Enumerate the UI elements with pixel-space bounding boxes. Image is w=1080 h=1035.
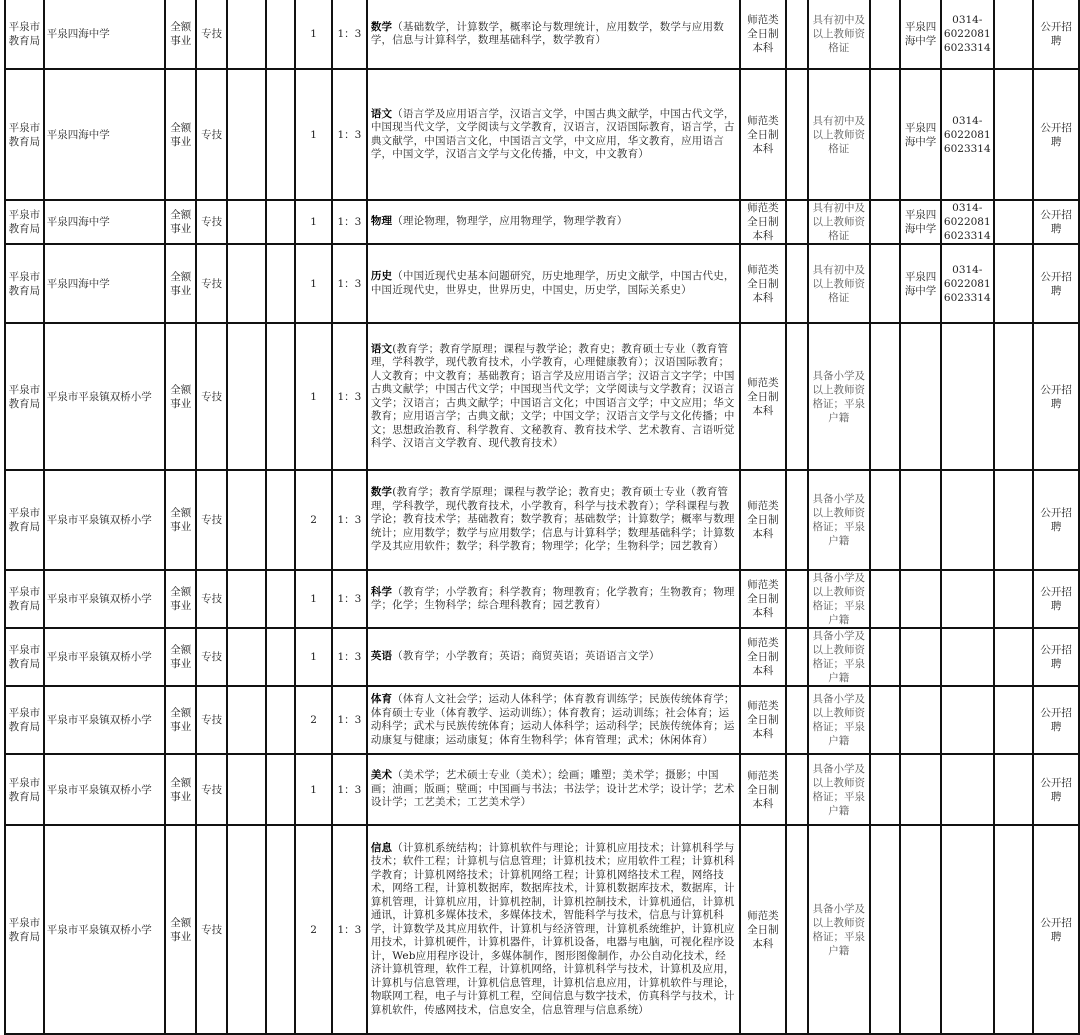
empty-cell (266, 628, 296, 686)
major-cell (367, 69, 740, 200)
empty-cell (994, 323, 1034, 470)
empty-cell (266, 825, 296, 1034)
post-category-cell: 专技 (196, 628, 227, 686)
requirement-cell: 具备小学及以上教师资格证；平泉户籍 (808, 754, 870, 825)
table-row (5, 69, 1079, 200)
post-category-cell: 专技 (196, 570, 227, 628)
education-cell: 师范类全日制本科 (740, 244, 787, 323)
empty-cell (870, 200, 901, 244)
post-category-cell: 专技 (196, 825, 227, 1034)
major-cell (367, 200, 740, 244)
ratio-cell: 1：3 (332, 686, 367, 754)
empty-cell (786, 754, 808, 825)
table-row (5, 323, 1079, 470)
major-list: (教育学；教育学原理；课程与教学论；教育史；教育硕士专业（教育管理，学科教学，现代教育技术，小学教育，心理健康教育）；汉语国际教育；人文教育；中文教育；基础教育；语言学及应用语言学；汉语言文字学；中国古典文献学；中国古代文学；中国现当代文学；文学阅读与文学教育；汉语言文学；汉语言；古典文献学；中国语言文化；中国语言文学；中文应用；华文教育；应用语言学；古典文献；文学；中国文学；汉语言文学与文化传播；中文；思想政治教育、科学教育、文秘教育、教育技术学、艺术教育、言语听觉科学、汉语言文学教育、现代教育技术） (370, 342, 735, 449)
headcount-cell: 1 (295, 200, 332, 244)
major-cell (367, 686, 740, 754)
subject-label: 语文 (370, 342, 393, 355)
empty-cell (994, 470, 1034, 570)
post-category-cell: 专技 (196, 69, 227, 200)
empty-cell (870, 754, 901, 825)
empty-cell (266, 200, 296, 244)
funding-type-cell: 全额事业 (165, 686, 196, 754)
ratio-cell: 1：3 (332, 754, 367, 825)
dept-cell: 平泉市教育局 (5, 323, 44, 470)
funding-type-cell: 全额事业 (165, 570, 196, 628)
empty-cell (994, 69, 1034, 200)
empty-cell (266, 244, 296, 323)
major-cell (367, 628, 740, 686)
phone-cell (941, 323, 994, 470)
education-cell: 师范类全日制本科 (740, 200, 787, 244)
ratio-cell: 1：3 (332, 825, 367, 1034)
post-category-cell: 专技 (196, 323, 227, 470)
major-cell (367, 570, 740, 628)
major-list: （理论物理，物理学，应用物理学，物理学教育） (392, 215, 628, 228)
empty-cell (870, 69, 901, 200)
phone-cell: 0314-6022081 6023314 (941, 69, 994, 200)
post-category-cell: 专技 (196, 244, 227, 323)
dept-cell: 平泉市教育局 (5, 470, 44, 570)
major-list: （教育学；小学教育；科学教育；物理教育；化学教育；生物教育；物理学；化学；生物科学；综合理科教育；园艺教育） (370, 585, 735, 611)
requirement-cell: 具备小学及以上教师资格证；平泉户籍 (808, 323, 870, 470)
empty-cell (786, 323, 808, 470)
major-list: （教育学；小学教育；英语；商贸英语；英语语言文学） (392, 650, 660, 663)
unit-cell: 平泉四海中学 (44, 69, 166, 200)
table-row (5, 200, 1079, 244)
recruitment-table (4, 0, 1080, 1035)
ratio-cell: 1：3 (332, 570, 367, 628)
empty-cell (994, 825, 1034, 1034)
ratio-cell: 1：3 (332, 244, 367, 323)
phone-cell (941, 628, 994, 686)
contact-unit-cell (900, 754, 941, 825)
unit-cell: 平泉四海中学 (44, 200, 166, 244)
empty-cell (227, 754, 266, 825)
headcount-cell: 1 (295, 0, 332, 69)
method-cell: 公开招聘 (1033, 825, 1079, 1034)
empty-cell (994, 628, 1034, 686)
empty-cell (994, 754, 1034, 825)
method-cell: 公开招聘 (1033, 754, 1079, 825)
education-cell: 师范类全日制本科 (740, 686, 787, 754)
method-cell: 公开招聘 (1033, 0, 1079, 69)
table-row (5, 628, 1079, 686)
ratio-cell: 1：3 (332, 323, 367, 470)
contact-unit-cell: 平泉四海中学 (900, 69, 941, 200)
headcount-cell: 1 (295, 570, 332, 628)
headcount-cell: 1 (295, 69, 332, 200)
unit-cell: 平泉四海中学 (44, 0, 166, 69)
empty-cell (266, 323, 296, 470)
method-cell: 公开招聘 (1033, 628, 1079, 686)
table-row (5, 686, 1079, 754)
empty-cell (786, 0, 808, 69)
major-cell (367, 754, 740, 825)
empty-cell (870, 686, 901, 754)
subject-label: 数学 (370, 486, 393, 499)
empty-cell (870, 825, 901, 1034)
contact-unit-cell (900, 628, 941, 686)
empty-cell (994, 570, 1034, 628)
requirement-cell: 具有初中及以上教师资格证 (808, 244, 870, 323)
empty-cell (870, 244, 901, 323)
table-row (5, 0, 1079, 69)
empty-cell (266, 0, 296, 69)
subject-label: 英语 (370, 650, 393, 663)
education-cell: 师范类全日制本科 (740, 323, 787, 470)
unit-cell: 平泉市平泉镇双桥小学 (44, 754, 166, 825)
subject-label: 历史 (370, 270, 393, 282)
empty-cell (266, 69, 296, 200)
phone-cell (941, 686, 994, 754)
empty-cell (994, 200, 1034, 244)
empty-cell (227, 470, 266, 570)
funding-type-cell: 全额事业 (165, 0, 196, 69)
empty-cell (870, 470, 901, 570)
subject-label: 数学 (370, 20, 393, 33)
requirement-cell: 具有初中及以上教师资格证 (808, 0, 870, 69)
contact-unit-cell (900, 323, 941, 470)
table-row (5, 570, 1079, 628)
funding-type-cell: 全额事业 (165, 628, 196, 686)
empty-cell (786, 470, 808, 570)
empty-cell (786, 825, 808, 1034)
empty-cell (227, 69, 266, 200)
contact-unit-cell (900, 570, 941, 628)
empty-cell (266, 686, 296, 754)
empty-cell (994, 244, 1034, 323)
empty-cell (227, 686, 266, 754)
subject-label: 体育 (370, 693, 393, 705)
post-category-cell: 专技 (196, 0, 227, 69)
empty-cell (266, 570, 296, 628)
phone-cell (941, 570, 994, 628)
contact-unit-cell (900, 825, 941, 1034)
post-category-cell: 专技 (196, 754, 227, 825)
empty-cell (786, 69, 808, 200)
post-category-cell: 专技 (196, 470, 227, 570)
funding-type-cell: 全额事业 (165, 244, 196, 323)
unit-cell: 平泉市平泉镇双桥小学 (44, 470, 166, 570)
subject-label: 美术 (370, 769, 393, 782)
post-category-cell: 专技 (196, 200, 227, 244)
unit-cell: 平泉市平泉镇双桥小学 (44, 323, 166, 470)
empty-cell (870, 323, 901, 470)
subject-label: 科学 (370, 585, 393, 598)
subject-label: 语文 (370, 107, 393, 120)
empty-cell (227, 323, 266, 470)
empty-cell (994, 686, 1034, 754)
phone-cell (941, 825, 994, 1034)
empty-cell (994, 0, 1034, 69)
empty-cell (266, 754, 296, 825)
method-cell: 公开招聘 (1033, 69, 1079, 200)
method-cell: 公开招聘 (1033, 686, 1079, 754)
requirement-cell: 具备小学及以上教师资格证；平泉户籍 (808, 686, 870, 754)
dept-cell: 平泉市教育局 (5, 69, 44, 200)
dept-cell: 平泉市教育局 (5, 244, 44, 323)
contact-unit-cell: 平泉四海中学 (900, 0, 941, 69)
headcount-cell: 1 (295, 244, 332, 323)
major-list: (教育学；教育学原理；课程与教学论；教育史；教育硕士专业（教育管理，学科教学，现代教育技术，小学教育，科学与技术教育）；学科课程与教学论；教育技术学；基础教育；数学教育；基础数学；计算数学；概率与数理统计；应用数学；数学与应用数学；信息与计算科学；数理基础科学；计算数学及其应用软件；数学；科学教育；物理学；化学；生物科学；园艺教育） (370, 486, 735, 553)
ratio-cell: 1：3 (332, 69, 367, 200)
major-list: （基础数学，计算数学，概率论与数理统计，应用数学，数学与应用数学，信息与计算科学，数理基础科学，数学教育） (370, 20, 724, 46)
contact-unit-cell (900, 686, 941, 754)
unit-cell: 平泉市平泉镇双桥小学 (44, 628, 166, 686)
headcount-cell: 1 (295, 323, 332, 470)
unit-cell: 平泉市平泉镇双桥小学 (44, 686, 166, 754)
dept-cell: 平泉市教育局 (5, 754, 44, 825)
headcount-cell: 1 (295, 628, 332, 686)
education-cell: 师范类全日制本科 (740, 470, 787, 570)
table-row (5, 825, 1079, 1034)
requirement-cell: 具有初中及以上教师资格证 (808, 69, 870, 200)
empty-cell (786, 686, 808, 754)
empty-cell (227, 0, 266, 69)
requirement-cell: 具备小学及以上教师资格证；平泉户籍 (808, 825, 870, 1034)
method-cell: 公开招聘 (1033, 244, 1079, 323)
major-list: （语言学及应用语言学，汉语言文学，中国古典文献学，中国古代文学，中国现当代文学，文学阅读与文学教育，汉语言，汉语国际教育，语言学，古典文献学，中国语言文化，中国语言文学，中文应用，华文教育，应用语言学，中国文学，汉语言文学与文化传播，中文，中文教育） (370, 107, 735, 160)
table-row (5, 754, 1079, 825)
empty-cell (786, 244, 808, 323)
major-list: （美术学；艺术硕士专业（美术）；绘画；雕塑；美术学；摄影；中国画；油画；版画；壁画；中国画与书法；书法学；设计艺术学；设计学；艺术设计学；工艺美术；工艺美术学） (370, 769, 735, 809)
contact-unit-cell (900, 470, 941, 570)
major-cell (367, 244, 740, 323)
phone-cell (941, 470, 994, 570)
education-cell: 师范类全日制本科 (740, 628, 787, 686)
dept-cell: 平泉市教育局 (5, 0, 44, 69)
education-cell: 师范类全日制本科 (740, 0, 787, 69)
funding-type-cell: 全额事业 (165, 754, 196, 825)
major-cell (367, 0, 740, 69)
education-cell: 师范类全日制本科 (740, 570, 787, 628)
empty-cell (870, 570, 901, 628)
unit-cell: 平泉四海中学 (44, 244, 166, 323)
major-cell (367, 470, 740, 570)
funding-type-cell: 全额事业 (165, 825, 196, 1034)
phone-cell: 0314-6022081 6023314 (941, 0, 994, 69)
contact-unit-cell: 平泉四海中学 (900, 244, 941, 323)
funding-type-cell: 全额事业 (165, 323, 196, 470)
phone-cell: 0314-6022081 6023314 (941, 200, 994, 244)
method-cell: 公开招聘 (1033, 200, 1079, 244)
major-cell (367, 323, 740, 470)
ratio-cell: 1：3 (332, 200, 367, 244)
dept-cell: 平泉市教育局 (5, 628, 44, 686)
empty-cell (786, 200, 808, 244)
ratio-cell: 1：3 (332, 470, 367, 570)
empty-cell (227, 628, 266, 686)
headcount-cell: 2 (295, 825, 332, 1034)
phone-cell: 0314-6022081 6023314 (941, 244, 994, 323)
subject-label: 信息 (370, 841, 393, 854)
ratio-cell: 1：3 (332, 628, 367, 686)
funding-type-cell: 全额事业 (165, 470, 196, 570)
subject-label: 物理 (370, 215, 393, 228)
major-list: （计算机系统结构；计算机软件与理论；计算机应用技术；计算机科学与技术；软件工程；计算机与信息管理；计算机技术；应用软件工程；计算机科学教育；计算机网络技术；计算机网络工程；计算机网络技术工程，网络技术，网络工程，计算机数据库，数据库技术，计算机数据库技术，数据库，计算机管理，计算机应用，计算机控制，计算机控制技术，计算机通信，计算机通讯，计算机多媒体技术，多媒体技术，智能科学与技术，信息与计算机科学，计算数学及其应用软件，计算机与经济管理，计算机系统维护，计算机应用技术，计算机硬件，计算机器件，计算机设备，电器与电脑，可视化程序设计，Web应用程序设计，多媒体制作，图形图像制作，办公自动化技术，经济计算机管理，软件工程，计算机网络，计算机科学与技术，计算机及应用，计算机与信息管理，计算机信息管理，计算机信息应用，计算机软件与理论，物联网工程，电子与计算机工程，空间信息与数字技术，仿真科学与技术，计算机软件，传感网技术，信息安全，信息管理与信息系统） (370, 841, 735, 1016)
empty-cell (786, 628, 808, 686)
table-row (5, 244, 1079, 323)
phone-cell (941, 754, 994, 825)
funding-type-cell: 全额事业 (165, 200, 196, 244)
dept-cell: 平泉市教育局 (5, 686, 44, 754)
headcount-cell: 1 (295, 754, 332, 825)
empty-cell (227, 244, 266, 323)
empty-cell (786, 570, 808, 628)
education-cell: 师范类全日制本科 (740, 825, 787, 1034)
empty-cell (870, 0, 901, 69)
contact-unit-cell: 平泉四海中学 (900, 200, 941, 244)
unit-cell: 平泉市平泉镇双桥小学 (44, 825, 166, 1034)
requirement-cell: 具备小学及以上教师资格证；平泉户籍 (808, 570, 870, 628)
requirement-cell: 具备小学及以上教师资格证；平泉户籍 (808, 628, 870, 686)
method-cell: 公开招聘 (1033, 323, 1079, 470)
requirement-cell: 具备小学及以上教师资格证；平泉户籍 (808, 470, 870, 570)
major-list: （中国近现代史基本问题研究，历史地理学，历史文献学，中国古代史，中国近现代史，世界史，世界历史，中国史，历史学，国际关系史） (370, 270, 735, 296)
funding-type-cell: 全额事业 (165, 69, 196, 200)
education-cell: 师范类全日制本科 (740, 69, 787, 200)
ratio-cell: 1：3 (332, 0, 367, 69)
empty-cell (227, 200, 266, 244)
empty-cell (227, 570, 266, 628)
empty-cell (870, 628, 901, 686)
dept-cell: 平泉市教育局 (5, 200, 44, 244)
major-cell (367, 825, 740, 1034)
dept-cell: 平泉市教育局 (5, 825, 44, 1034)
headcount-cell: 2 (295, 686, 332, 754)
method-cell: 公开招聘 (1033, 470, 1079, 570)
dept-cell: 平泉市教育局 (5, 570, 44, 628)
education-cell: 师范类全日制本科 (740, 754, 787, 825)
method-cell: 公开招聘 (1033, 570, 1079, 628)
empty-cell (227, 825, 266, 1034)
unit-cell: 平泉市平泉镇双桥小学 (44, 570, 166, 628)
empty-cell (266, 470, 296, 570)
post-category-cell: 专技 (196, 686, 227, 754)
requirement-cell: 具有初中及以上教师资格证 (808, 200, 870, 244)
table-row (5, 470, 1079, 570)
major-list: （体育人文社会学；运动人体科学；体育教育训练学；民族传统体育学；体育硕士专业（体育教学、运动训练）；体育教育；运动训练；社会体育；运动科学；武术与民族传统体育；运动人体科学；运动科学；民族传统体育；运动康复与健康；运动康复；体育生物科学；体育管理；武术；休闲体育） (370, 693, 735, 746)
headcount-cell: 2 (295, 470, 332, 570)
